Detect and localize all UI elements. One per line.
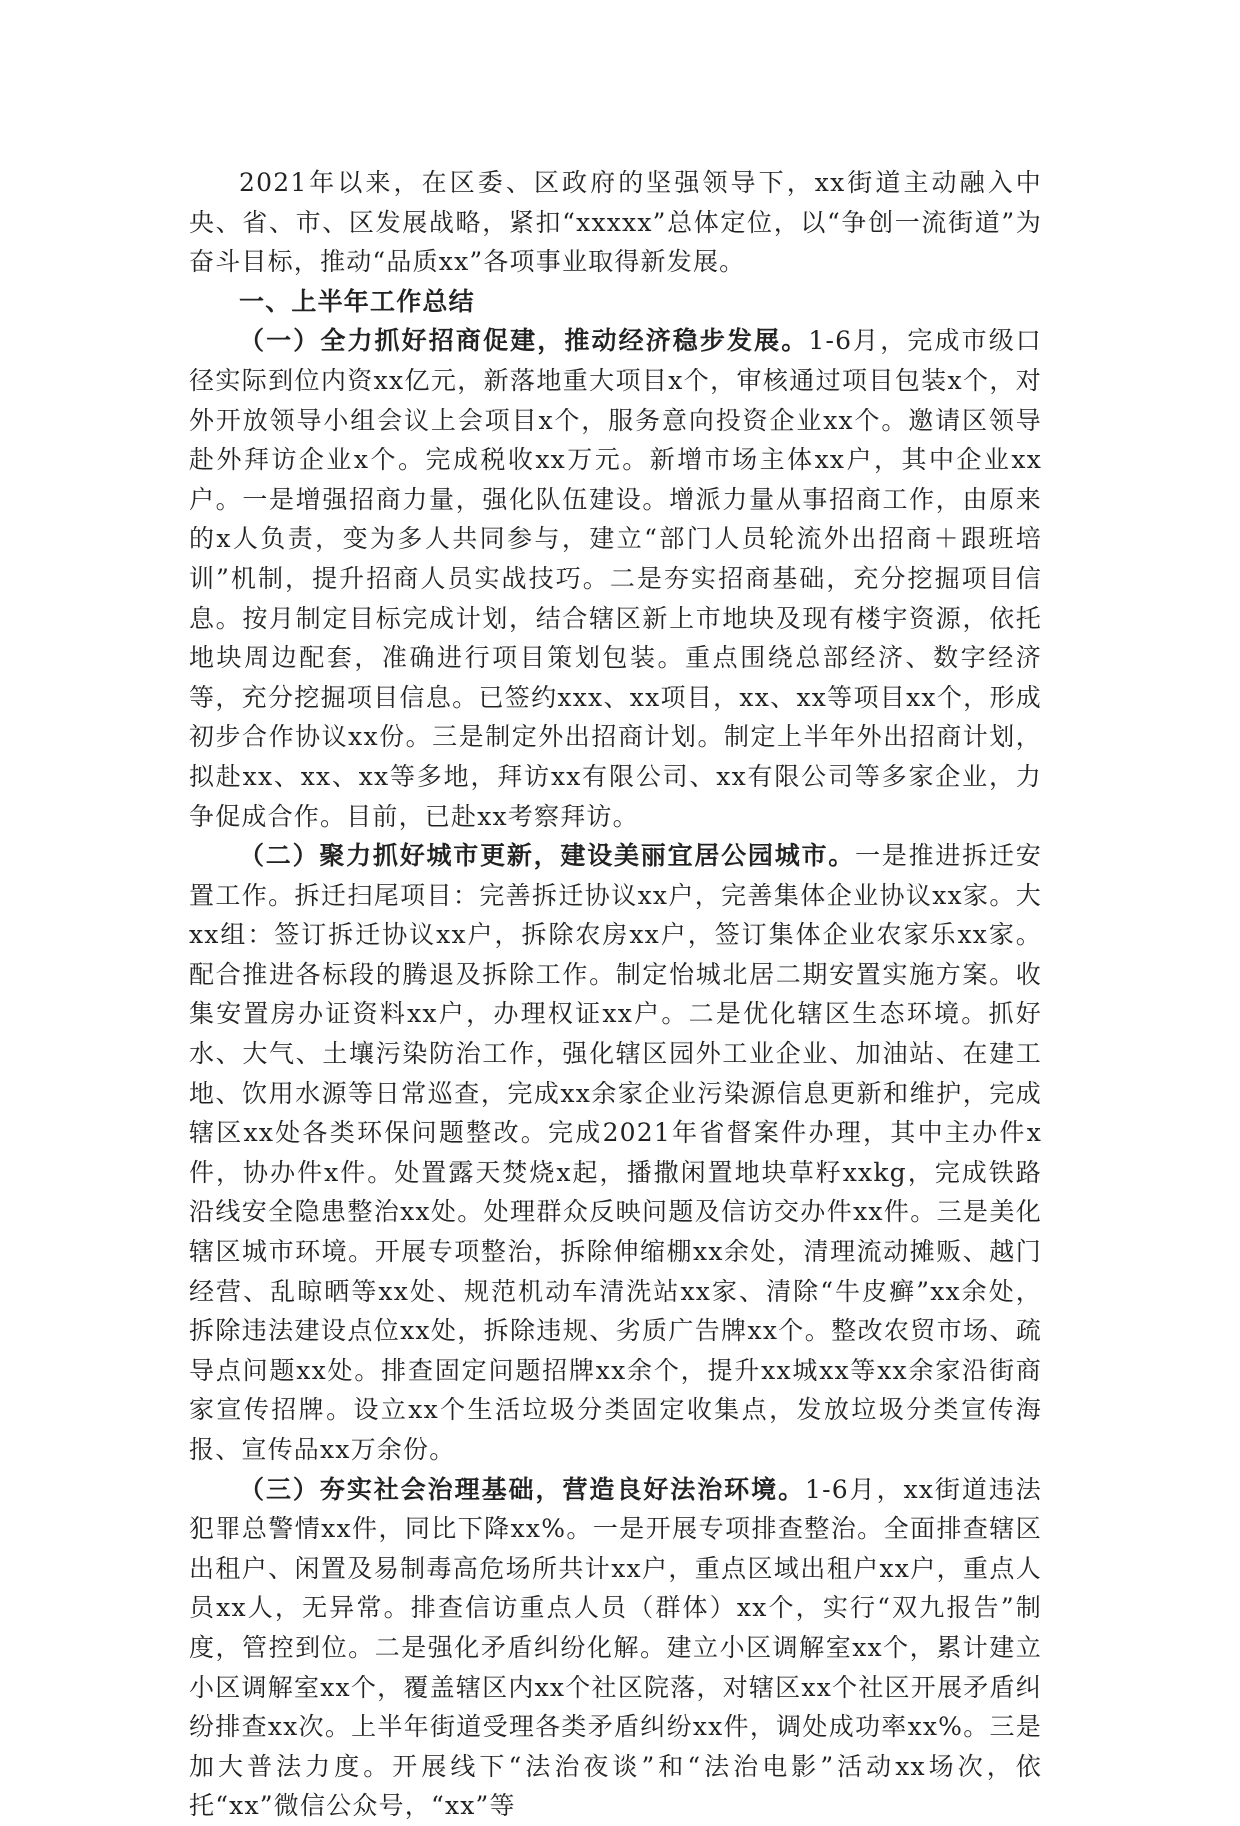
subsection-1-paragraph [189, 321, 1042, 836]
subsection-1-text: 1-6月，完成市级口径实际到位内资xx亿元，新落地重大项目x个，审核通过项目包装x个，对外开放领导小组会议上会项目x个，服务意向投资企业xx个。邀请区领导赴外拜访企业x个。完成税收xx万元。新增市场主体xx户，其中企业xx户。一是增强招商力量，强化队伍建设。增派力量从事招商工作，由原来的x人负责，变为多人共同参与，建立“部门人员轮流外出招商＋跟班培训”机制，提升招商人员实战技巧。二是夯实招商基础，充分挖掘项目信息。按月制定目标完成计划，结合辖区新上市地块及现有楼宇资源，依托地块周边配套，准确进行项目策划包装。重点围绕总部经济、数字经济等，充分挖掘项目信息。已签约xxx、xx项目，xx、xx等项目xx个，形成初步合作协议xx份。三是制定外出招商计划。制定上半年外出招商计划，拟赴xx、xx、xx等多地，拜访xx有限公司、xx有限公司等多家企业，力争促成合作。目前，已赴xx考察拜访。 [189, 326, 1043, 831]
subsection-2-paragraph [189, 836, 1042, 1470]
document-body [189, 163, 1042, 1826]
subsection-3-title: （三）夯实社会治理基础，营造良好法治环境。 [239, 1474, 806, 1504]
subsection-3-text: 1-6月，xx街道违法犯罪总警情xx件，同比下降xx%。一是开展专项排查整治。全面排查辖区出租户、闲置及易制毒高危场所共计xx户，重点区域出租户xx户，重点人员xx人，无异常。排查信访重点人员（群体）xx个，实行“双九报告”制度，管控到位。二是强化矛盾纠纷化解。建立小区调解室xx个，累计建立小区调解室xx个，覆盖辖区内xx个社区院落，对辖区xx个社区开展矛盾纠纷排查xx次。上半年街道受理各类矛盾纠纷xx件，调处成功率xx%。三是加大普法力度。开展线下“法治夜谈”和“法治电影”活动xx场次，依托“xx”微信公众号，“xx”等 [189, 1474, 1042, 1821]
section-heading: 一、上半年工作总结 [239, 286, 475, 316]
intro-paragraph: 2021年以来，在区委、区政府的坚强领导下，xx街道主动融入中央、省、市、区发展战略，紧扣“xxxxx”总体定位，以“争创一流街道”为奋斗目标，推动“品质xx”各项事业取得新发展。 [189, 168, 1042, 277]
subsection-2-title: （二）聚力抓好城市更新，建设美丽宜居公园城市。 [239, 841, 856, 871]
subsection-3-paragraph [189, 1470, 1042, 1826]
subsection-1-title: （一）全力抓好招商促建，推动经济稳步发展。 [239, 326, 809, 356]
subsection-2-text: 一是推进拆迁安置工作。拆迁扫尾项目：完善拆迁协议xx户，完善集体企业协议xx家。大xx组：签订拆迁协议xx户，拆除农房xx户，签订集体企业农家乐xx家。配合推进各标段的腾退及拆除工作。制定怡城北居二期安置实施方案。收集安置房办证资料xx户，办理权证xx户。二是优化辖区生态环境。抓好水、大气、土壤污染防治工作，强化辖区园外工业企业、加油站、在建工地、饮用水源等日常巡查，完成xx余家企业污染源信息更新和维护，完成辖区xx处各类环保问题整改。完成2021年省督案件办理，其中主办件x件，协办件x件。处置露天焚烧x起，播撒闲置地块草籽xxkg，完成铁路沿线安全隐患整治xx处。处理群众反映问题及信访交办件xx件。三是美化辖区城市环境。开展专项整治，拆除伸缩棚xx余处，清理流动摊贩、越门经营、乱晾晒等xx处、规范机动车清洗站xx家、清除“牛皮癣”xx余处，拆除违法建设点位xx处，拆除违规、劣质广告牌xx个。整改农贸市场、疏导点问题xx处。排查固定问题招牌xx余个，提升xx城xx等xx余家沿街商家宣传招牌。设立xx个生活垃圾分类固定收集点，发放垃圾分类宣传海报、宣传品xx万余份。 [189, 841, 1042, 1464]
